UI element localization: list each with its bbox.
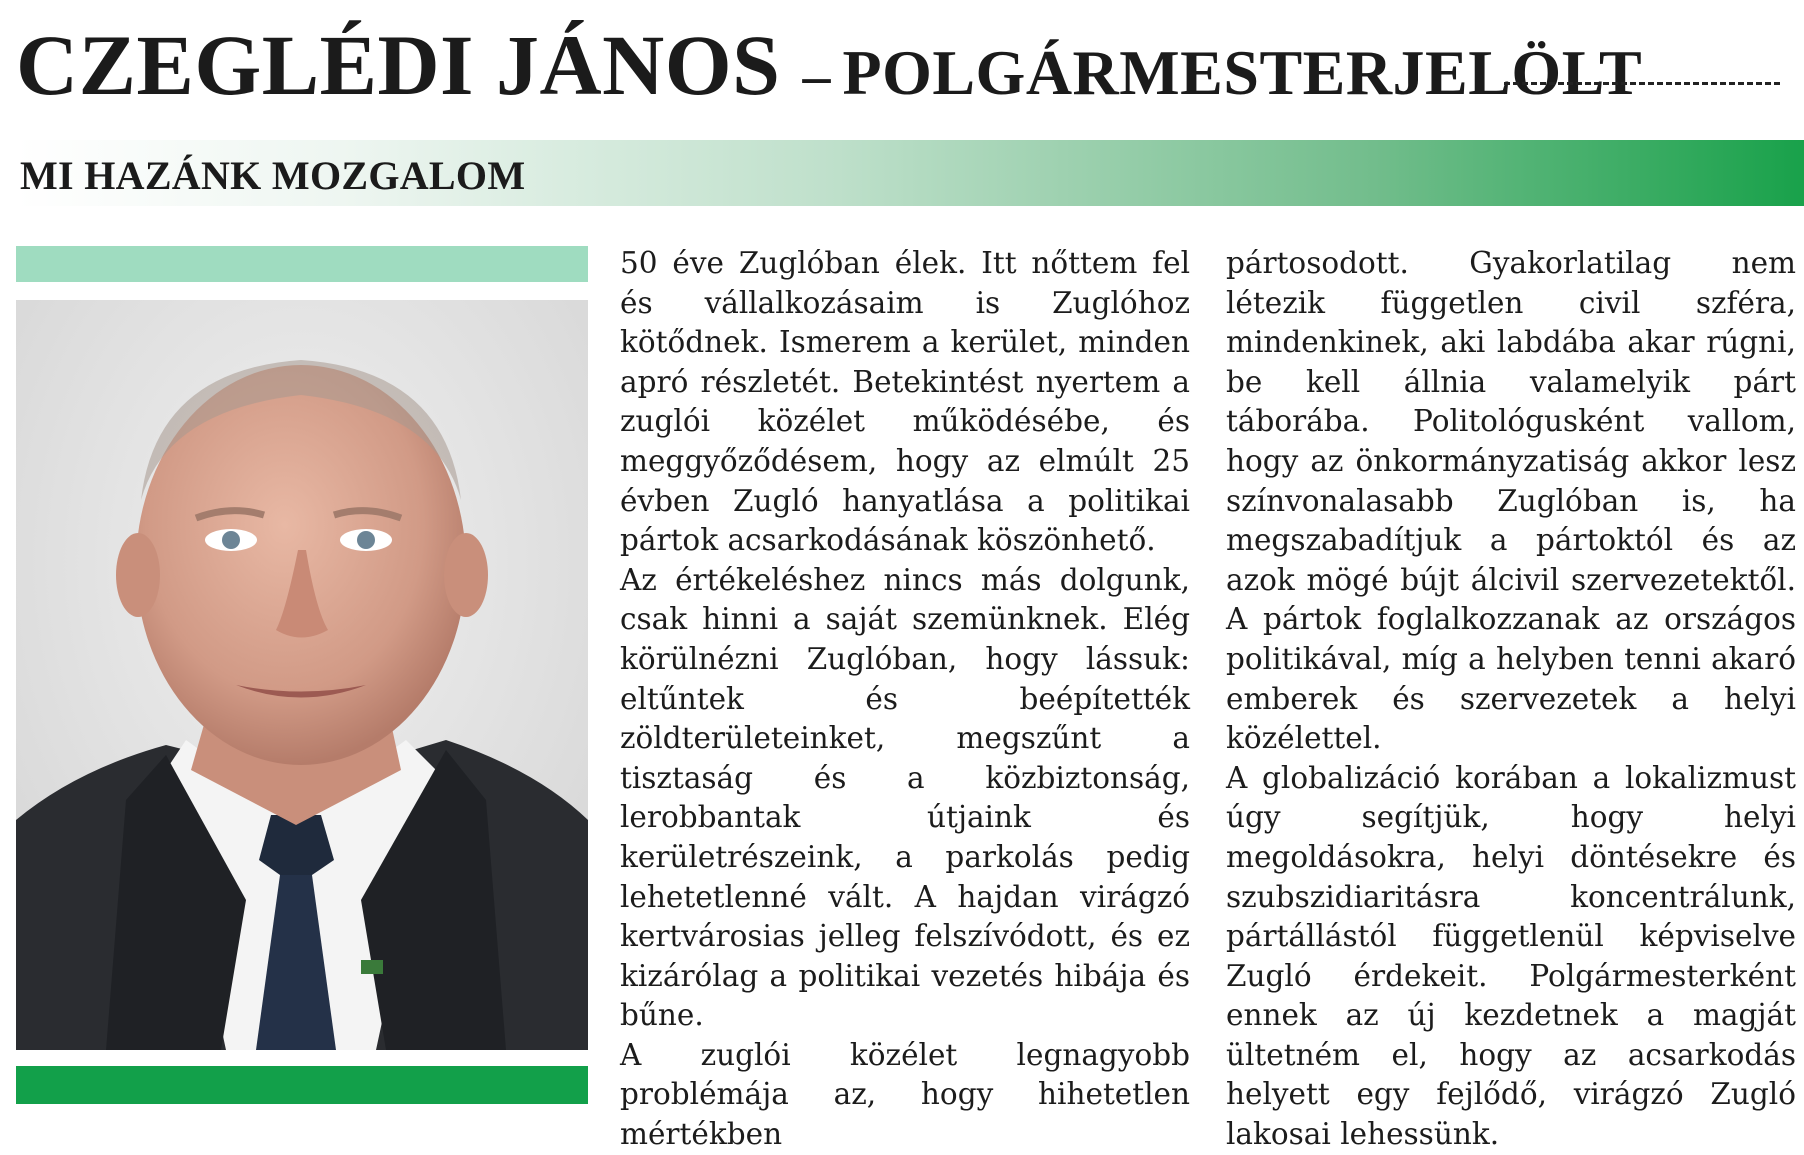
paragraph: pártosodott. Gyakorlatilag nem létezik független civil szféra, mindenkinek, aki labdába akar rúgni, be kell állnia valamelyik párt táborába. Politológusként vallom, hogy az önkormányzatiság akkor lesz színvonalasabb Zuglóban is, ha megszabadítjuk a pártoktól és az azok mögé bújt álcivil szervezetektől. A pártok foglalkozzanak az országos politikával, míg a helyben tenni akaró emberek és szervezetek a helyi közélettel. <box>1226 246 1796 756</box>
paragraph: A globalizáció korában a lokalizmust úgy segítjük, hogy helyi megoldásokra, helyi döntésekre és szubszidiaritásra koncentrálunk, pártállástól függetlenül képviselve Zugló érdekeit. Polgármesterként ennek az új kezdetnek a magját ültetném el, hogy az acsarkodás helyett egy fejlődő, virágzó Zugló lakosai lehessünk. <box>1226 760 1796 1152</box>
candidate-role: POLGÁRMESTERJELÖLT <box>842 37 1643 108</box>
photo-bottom-bar <box>16 1066 588 1104</box>
article-column-1 <box>620 244 1190 1155</box>
paragraph: A zuglói közélet legnagyobb problémája az, hogy hihetetlen mértékben <box>620 1037 1190 1152</box>
article-column-2 <box>1226 244 1796 1155</box>
page-title <box>16 17 1643 113</box>
candidate-name: CZEGLÉDI JÁNOS <box>16 17 781 113</box>
paragraph: Az értékeléshez nincs más dolgunk, csak hinni a saját szemünknek. Elég körülnézni Zuglóban, hogy lássuk: eltűntek és beépítették zöldterületeinket, megszűnt a tisztaság és a közbiztonság, lerobbantak útjaink és kerületrészeink, a parkolás pedig lehetetlenné vált. A hajdan virágzó kertvárosias jelleg felszívódott, és ez kizárólag a politikai vezetés hibája és bűne. <box>620 562 1190 1033</box>
portrait-illustration <box>16 300 588 1050</box>
title-dashed-rule <box>1504 82 1780 85</box>
portrait-photo <box>16 300 588 1050</box>
photo-top-bar <box>16 246 588 282</box>
party-name: MI HAZÁNK MOZGALOM <box>20 153 526 198</box>
paragraph: 50 éve Zuglóban élek. Itt nőttem fel és vállalkozásaim is Zuglóhoz kötődnek. Ismerem a kerület, minden apró részletét. Betekintést nyertem a zuglói közélet működésébe, és meggyőződésem, hogy az elmúlt 25 évben Zugló hanyatlása a politikai pártok acsarkodásának köszönhető. <box>620 246 1190 558</box>
title-dash: – <box>802 45 831 107</box>
